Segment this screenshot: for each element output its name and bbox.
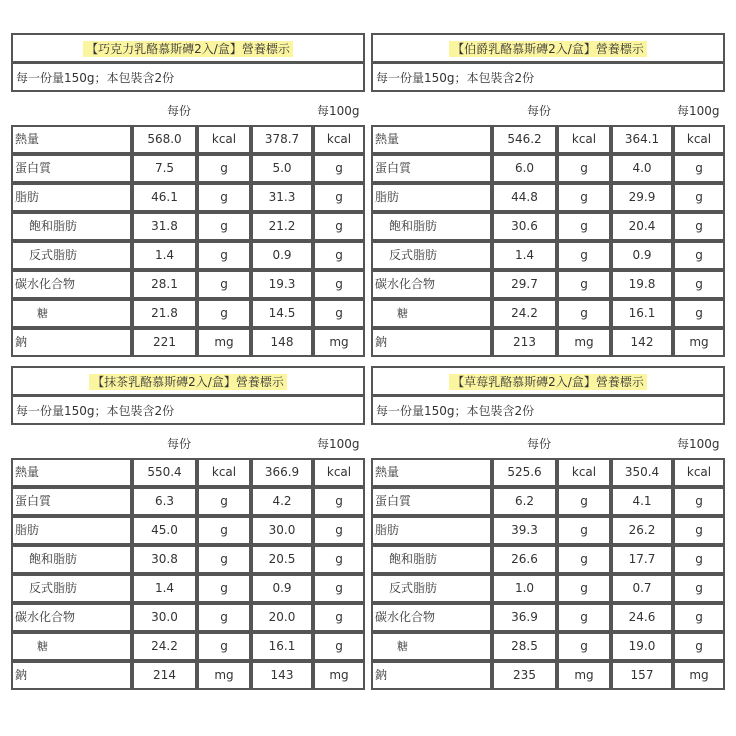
per-100g-value: 19.3 (251, 270, 313, 299)
per-100g-value: 142 (611, 328, 673, 357)
table-row (11, 632, 365, 661)
nutrient-label: 飽和脂肪 (371, 212, 492, 241)
per-100g-unit: kcal (673, 458, 725, 487)
table-row (11, 487, 365, 516)
per-serving-value: 6.0 (492, 154, 557, 183)
table-row (371, 603, 725, 632)
table-row (11, 299, 365, 328)
per-100g-value: 21.2 (251, 212, 313, 241)
per-100g-value: 30.0 (251, 516, 313, 545)
per-serving-value: 29.7 (492, 270, 557, 299)
per-100g-unit: g (673, 154, 725, 183)
per-serving-unit: g (197, 516, 251, 545)
per-100g-value: 14.5 (251, 299, 313, 328)
table-row (11, 328, 365, 357)
nutrient-label: 熱量 (371, 125, 492, 154)
per-serving-value: 24.2 (492, 299, 557, 328)
nutrient-label: 碳水化合物 (11, 603, 132, 632)
serving-info: 每一份量150g；本包裝含2份 (376, 71, 535, 85)
table-row (11, 545, 365, 574)
nutrient-label: 鈉 (11, 661, 132, 690)
per-100g-value: 0.9 (251, 574, 313, 603)
per-serving-value: 6.3 (132, 487, 197, 516)
table-row (371, 328, 725, 357)
table-row (371, 299, 725, 328)
serving-info-box (11, 395, 365, 425)
nutrient-label: 糖 (11, 299, 132, 328)
per-100g-unit: g (313, 270, 365, 299)
per-100g-value: 17.7 (611, 545, 673, 574)
per-100g-header: 每100g (677, 104, 720, 118)
panel-title: 【草莓乳酪慕斯磚2入/盒】營養標示 (449, 374, 647, 390)
table-row (371, 183, 725, 212)
per-serving-value: 214 (132, 661, 197, 690)
per-serving-value: 546.2 (492, 125, 557, 154)
per-serving-header: 每份 (527, 437, 552, 451)
per-serving-value: 1.4 (132, 241, 197, 270)
panel-title-box (371, 366, 725, 396)
table-row (371, 270, 725, 299)
serving-info: 每一份量150g；本包裝含2份 (16, 404, 175, 418)
per-100g-unit: g (313, 241, 365, 270)
per-serving-value: 1.0 (492, 574, 557, 603)
per-serving-unit: kcal (197, 458, 251, 487)
per-serving-unit: kcal (197, 125, 251, 154)
per-100g-value: 366.9 (251, 458, 313, 487)
per-serving-value: 26.6 (492, 545, 557, 574)
nutrient-label: 鈉 (371, 328, 492, 357)
per-100g-value: 4.0 (611, 154, 673, 183)
per-serving-unit: mg (197, 661, 251, 690)
per-100g-unit: kcal (313, 125, 365, 154)
nutrient-label: 糖 (11, 632, 132, 661)
nutrient-label: 蛋白質 (371, 154, 492, 183)
per-serving-value: 28.1 (132, 270, 197, 299)
nutrient-label: 脂肪 (11, 516, 132, 545)
nutrient-label: 脂肪 (371, 516, 492, 545)
per-serving-unit: g (557, 574, 611, 603)
per-serving-value: 45.0 (132, 516, 197, 545)
table-row (11, 574, 365, 603)
per-serving-value: 31.8 (132, 212, 197, 241)
per-100g-unit: g (313, 516, 365, 545)
per-serving-value: 1.4 (492, 241, 557, 270)
nutrient-label: 糖 (371, 299, 492, 328)
per-serving-header: 每份 (167, 437, 192, 451)
per-serving-unit: g (197, 574, 251, 603)
nutrient-label: 碳水化合物 (371, 270, 492, 299)
per-100g-value: 378.7 (251, 125, 313, 154)
table-row (11, 183, 365, 212)
per-100g-unit: g (673, 487, 725, 516)
per-serving-unit: g (197, 270, 251, 299)
per-serving-value: 30.8 (132, 545, 197, 574)
per-100g-unit: g (313, 154, 365, 183)
per-100g-unit: g (673, 241, 725, 270)
nutrient-label: 熱量 (11, 125, 132, 154)
table-row (371, 241, 725, 270)
per-100g-unit: g (673, 299, 725, 328)
per-serving-unit: g (557, 212, 611, 241)
table-row (11, 212, 365, 241)
nutrient-label: 脂肪 (11, 183, 132, 212)
per-100g-unit: g (313, 487, 365, 516)
per-100g-value: 0.9 (251, 241, 313, 270)
per-serving-value: 213 (492, 328, 557, 357)
per-100g-value: 4.1 (611, 487, 673, 516)
per-100g-unit: mg (313, 661, 365, 690)
per-100g-value: 0.7 (611, 574, 673, 603)
nutrient-label: 反式脂肪 (11, 241, 132, 270)
per-100g-header: 每100g (317, 437, 360, 451)
panel-title-box (11, 366, 365, 396)
per-100g-value: 148 (251, 328, 313, 357)
per-serving-unit: g (557, 545, 611, 574)
nutrient-label: 碳水化合物 (11, 270, 132, 299)
per-100g-header: 每100g (677, 437, 720, 451)
nutrient-label: 碳水化合物 (371, 603, 492, 632)
per-100g-value: 350.4 (611, 458, 673, 487)
per-serving-value: 30.6 (492, 212, 557, 241)
per-serving-unit: g (557, 270, 611, 299)
table-row (371, 661, 725, 690)
per-serving-unit: g (197, 487, 251, 516)
per-serving-header: 每份 (527, 104, 552, 118)
per-serving-value: 44.8 (492, 183, 557, 212)
per-serving-value: 525.6 (492, 458, 557, 487)
per-serving-value: 21.8 (132, 299, 197, 328)
per-100g-value: 364.1 (611, 125, 673, 154)
per-serving-value: 24.2 (132, 632, 197, 661)
per-100g-unit: g (673, 270, 725, 299)
table-row (371, 545, 725, 574)
per-100g-unit: g (673, 574, 725, 603)
table-row (371, 574, 725, 603)
table-row (11, 241, 365, 270)
per-100g-value: 20.5 (251, 545, 313, 574)
per-serving-unit: g (557, 603, 611, 632)
per-100g-unit: g (313, 545, 365, 574)
per-100g-unit: g (313, 632, 365, 661)
per-100g-unit: g (673, 632, 725, 661)
per-serving-value: 36.9 (492, 603, 557, 632)
per-100g-value: 143 (251, 661, 313, 690)
per-100g-unit: g (313, 299, 365, 328)
per-serving-unit: kcal (557, 125, 611, 154)
per-serving-unit: g (197, 183, 251, 212)
per-serving-unit: g (557, 183, 611, 212)
per-serving-unit: g (197, 212, 251, 241)
per-100g-unit: g (673, 603, 725, 632)
per-100g-value: 24.6 (611, 603, 673, 632)
per-100g-unit: kcal (313, 458, 365, 487)
per-100g-unit: g (313, 183, 365, 212)
per-serving-value: 235 (492, 661, 557, 690)
per-serving-unit: mg (557, 661, 611, 690)
nutrient-label: 脂肪 (371, 183, 492, 212)
per-serving-unit: g (197, 241, 251, 270)
per-100g-unit: g (313, 574, 365, 603)
table-row (11, 125, 365, 154)
table-row (11, 458, 365, 487)
per-100g-value: 19.8 (611, 270, 673, 299)
per-serving-unit: g (557, 516, 611, 545)
per-serving-unit: g (197, 299, 251, 328)
per-serving-unit: g (557, 154, 611, 183)
per-100g-unit: g (313, 603, 365, 632)
nutrient-label: 鈉 (11, 328, 132, 357)
per-100g-value: 20.4 (611, 212, 673, 241)
nutrient-label: 飽和脂肪 (371, 545, 492, 574)
per-100g-value: 26.2 (611, 516, 673, 545)
panel-title: 【伯爵乳酪慕斯磚2入/盒】營養標示 (449, 41, 647, 57)
per-serving-unit: mg (557, 328, 611, 357)
per-100g-value: 0.9 (611, 241, 673, 270)
table-row (371, 154, 725, 183)
per-serving-value: 6.2 (492, 487, 557, 516)
serving-info: 每一份量150g；本包裝含2份 (376, 404, 535, 418)
per-100g-unit: g (313, 212, 365, 241)
panel-title: 【巧克力乳酪慕斯磚2入/盒】營養標示 (83, 41, 293, 57)
per-serving-value: 568.0 (132, 125, 197, 154)
per-serving-unit: g (197, 603, 251, 632)
per-serving-unit: mg (197, 328, 251, 357)
table-row (11, 603, 365, 632)
serving-info-box (371, 395, 725, 425)
nutrient-label: 蛋白質 (11, 154, 132, 183)
per-serving-value: 39.3 (492, 516, 557, 545)
table-row (371, 458, 725, 487)
panel-title-box (371, 33, 725, 63)
nutrient-label: 飽和脂肪 (11, 545, 132, 574)
per-serving-value: 30.0 (132, 603, 197, 632)
per-serving-value: 1.4 (132, 574, 197, 603)
nutrient-label: 蛋白質 (371, 487, 492, 516)
per-serving-unit: g (557, 487, 611, 516)
per-serving-header: 每份 (167, 104, 192, 118)
nutrient-label: 糖 (371, 632, 492, 661)
per-serving-unit: g (197, 154, 251, 183)
per-serving-value: 221 (132, 328, 197, 357)
per-100g-value: 16.1 (251, 632, 313, 661)
nutrient-label: 反式脂肪 (371, 574, 492, 603)
per-100g-value: 16.1 (611, 299, 673, 328)
per-serving-unit: g (557, 241, 611, 270)
per-100g-value: 4.2 (251, 487, 313, 516)
per-serving-unit: g (557, 299, 611, 328)
table-row (11, 154, 365, 183)
per-serving-unit: g (197, 632, 251, 661)
nutrient-label: 飽和脂肪 (11, 212, 132, 241)
per-serving-unit: kcal (557, 458, 611, 487)
per-100g-value: 19.0 (611, 632, 673, 661)
nutrient-label: 熱量 (11, 458, 132, 487)
table-row (371, 212, 725, 241)
per-serving-value: 550.4 (132, 458, 197, 487)
per-100g-unit: g (673, 516, 725, 545)
serving-info: 每一份量150g；本包裝含2份 (16, 71, 175, 85)
per-serving-unit: g (197, 545, 251, 574)
nutrient-label: 熱量 (371, 458, 492, 487)
nutrient-label: 鈉 (371, 661, 492, 690)
per-100g-unit: g (673, 545, 725, 574)
per-100g-value: 29.9 (611, 183, 673, 212)
per-100g-value: 157 (611, 661, 673, 690)
per-100g-unit: g (673, 212, 725, 241)
per-100g-value: 20.0 (251, 603, 313, 632)
per-100g-unit: kcal (673, 125, 725, 154)
nutrient-label: 反式脂肪 (371, 241, 492, 270)
nutrient-label: 蛋白質 (11, 487, 132, 516)
per-100g-value: 31.3 (251, 183, 313, 212)
per-serving-value: 28.5 (492, 632, 557, 661)
table-row (371, 632, 725, 661)
per-serving-value: 7.5 (132, 154, 197, 183)
nutrient-label: 反式脂肪 (11, 574, 132, 603)
table-row (371, 516, 725, 545)
per-serving-unit: g (557, 632, 611, 661)
per-100g-unit: mg (673, 661, 725, 690)
table-row (371, 125, 725, 154)
per-100g-value: 5.0 (251, 154, 313, 183)
per-100g-unit: mg (313, 328, 365, 357)
table-row (11, 516, 365, 545)
per-100g-header: 每100g (317, 104, 360, 118)
panel-title-box (11, 33, 365, 63)
table-row (11, 661, 365, 690)
serving-info-box (11, 62, 365, 92)
per-100g-unit: mg (673, 328, 725, 357)
serving-info-box (371, 62, 725, 92)
table-row (11, 270, 365, 299)
table-row (371, 487, 725, 516)
panel-title: 【抹茶乳酪慕斯磚2入/盒】營養標示 (89, 374, 287, 390)
per-serving-value: 46.1 (132, 183, 197, 212)
per-100g-unit: g (673, 183, 725, 212)
